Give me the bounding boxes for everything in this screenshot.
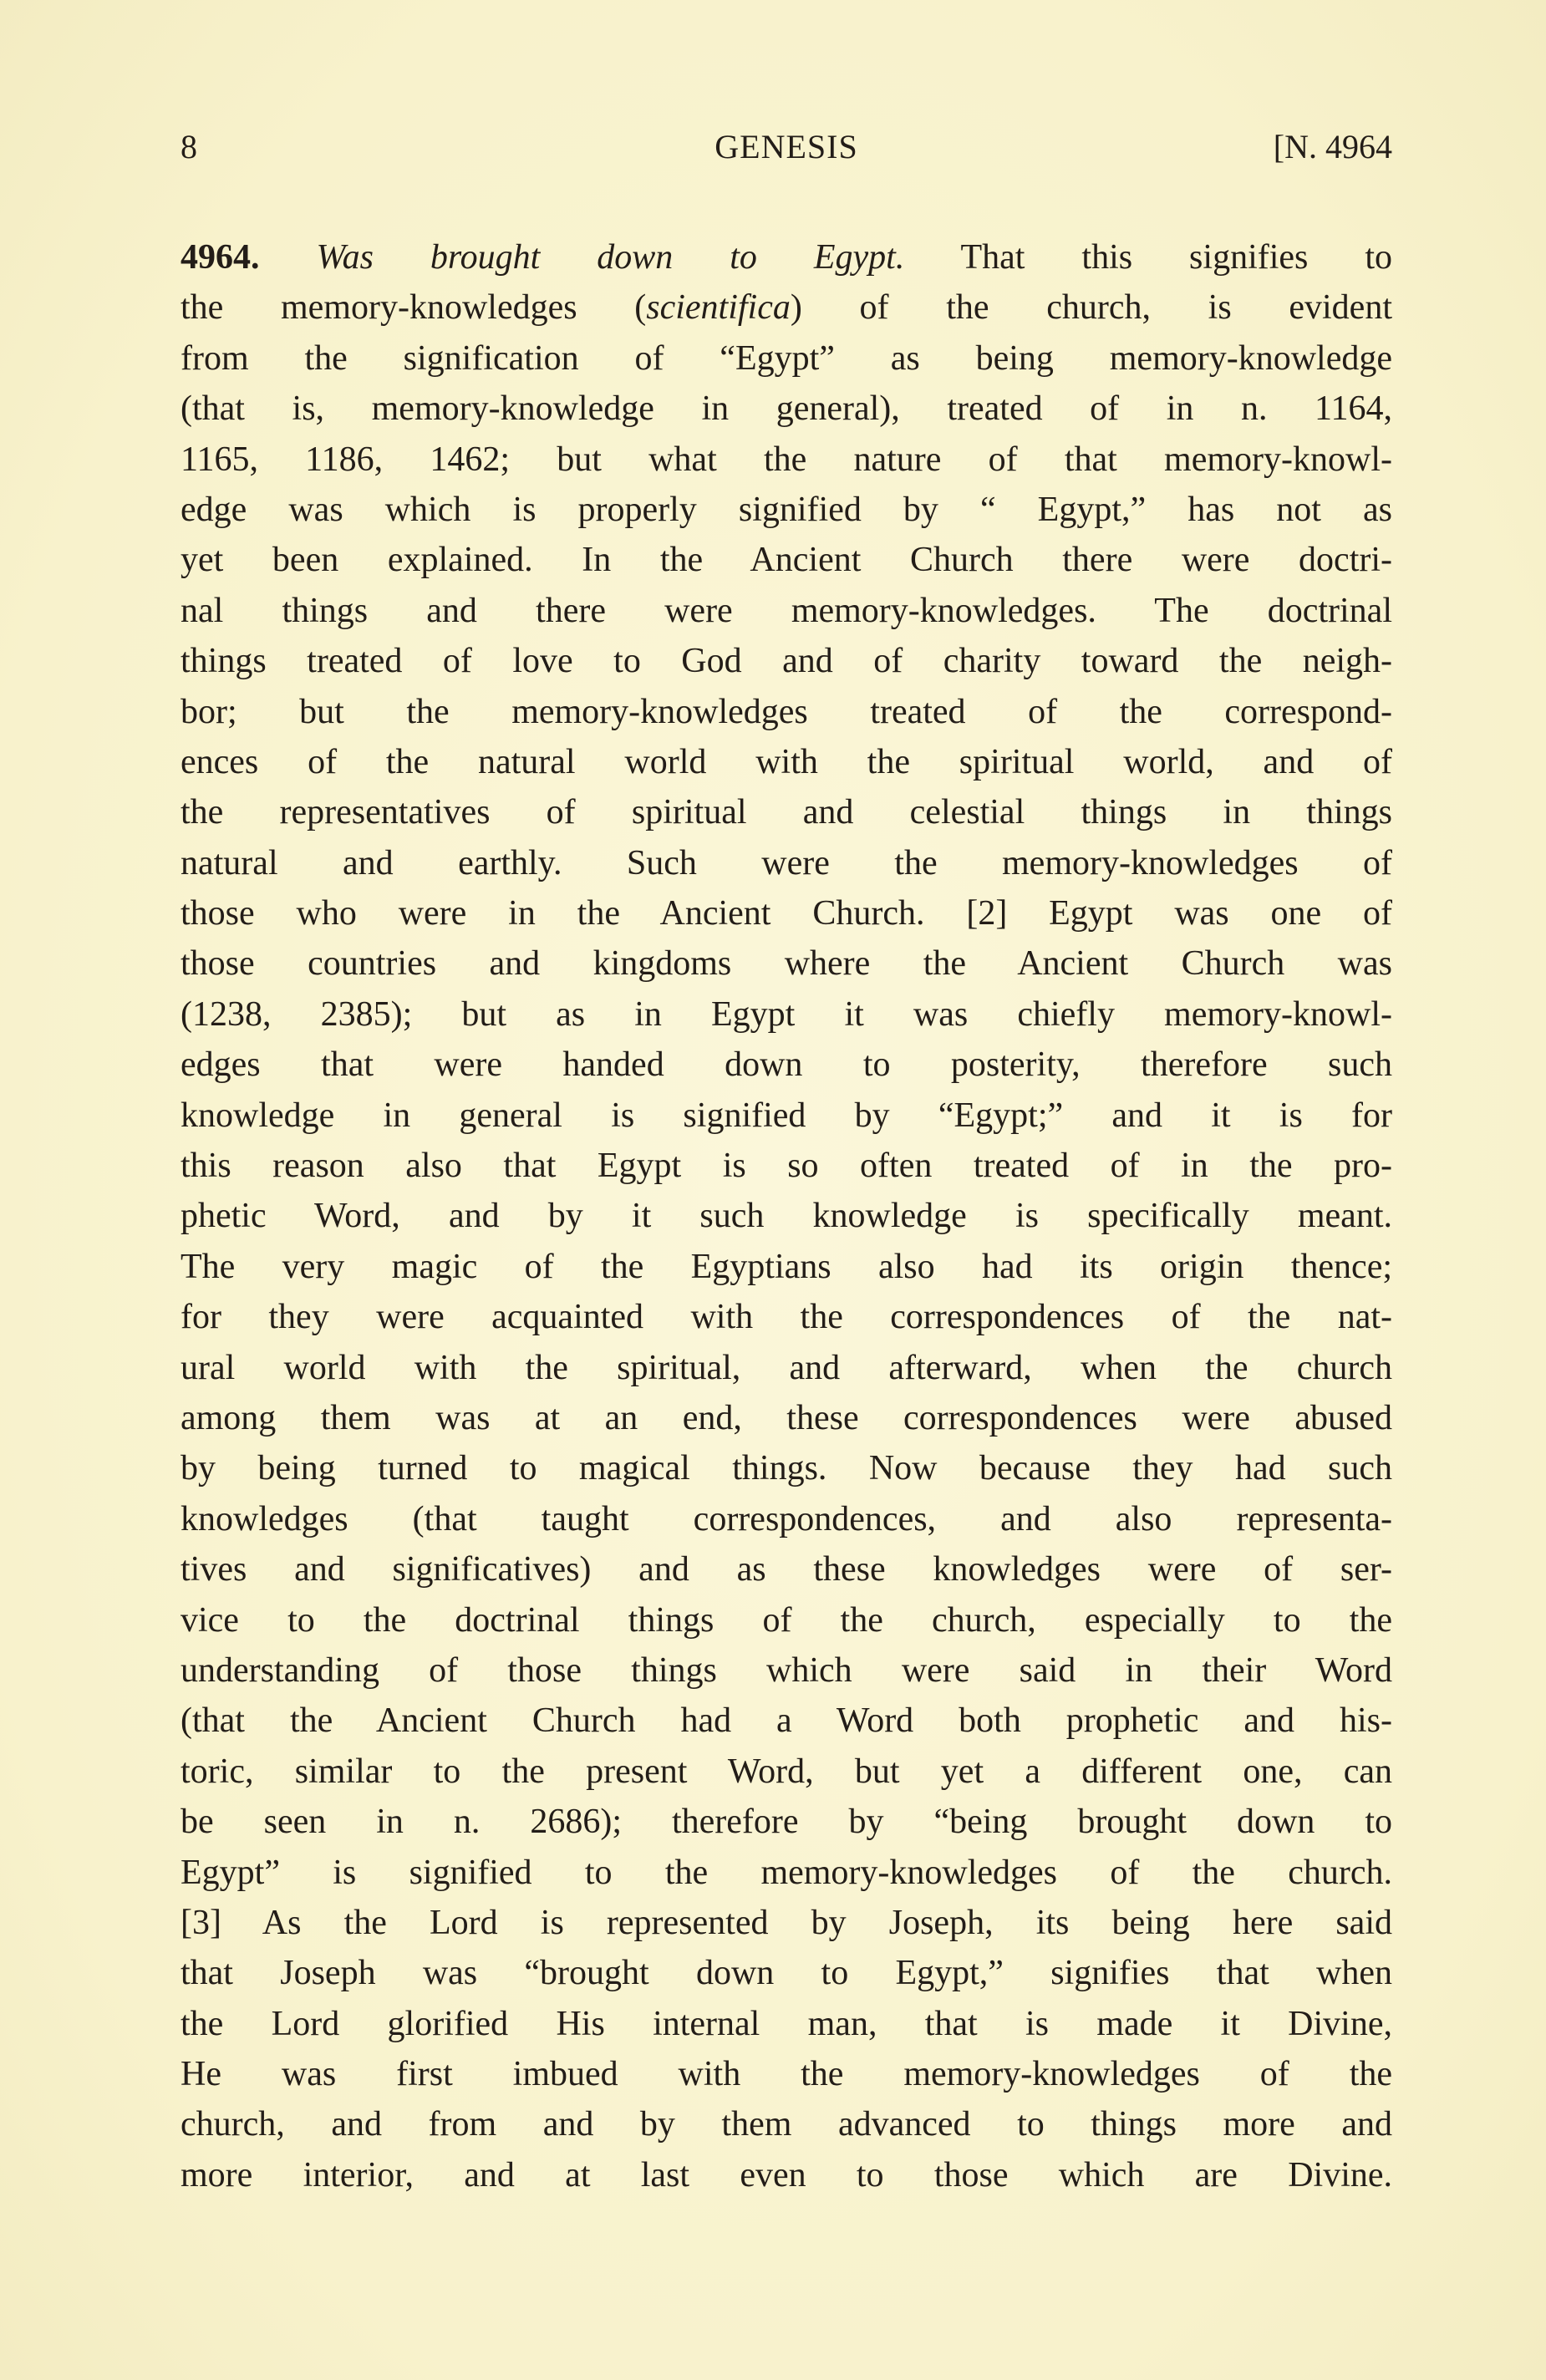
text-segment: this reason also that Egypt is so often treated of in the pro- xyxy=(181,1147,1392,1186)
text-line xyxy=(181,1999,1392,2049)
text-segment: tives and significatives) and as these knowledges were of ser- xyxy=(181,1550,1392,1589)
text-line xyxy=(181,2099,1392,2149)
text-line xyxy=(181,1595,1392,1645)
text-line xyxy=(181,1141,1392,1191)
italic-text: Was brought down to Egypt. xyxy=(316,238,905,277)
text-segment: things treated of love to God and of charity toward the neigh- xyxy=(181,642,1392,681)
text-segment: more interior, and at last even to those which are Divine. xyxy=(181,2155,1392,2194)
section-number: 4964. xyxy=(181,238,260,277)
text-line xyxy=(181,787,1392,837)
text-line xyxy=(181,1292,1392,1342)
text-line xyxy=(181,333,1392,384)
section-reference: [N. 4964 xyxy=(1273,128,1392,165)
text-line xyxy=(181,586,1392,636)
text-line xyxy=(181,1443,1392,1493)
text-line xyxy=(181,636,1392,686)
text-segment: (1238, 2385); but as in Egypt it was chiefly memory-knowl- xyxy=(181,994,1392,1034)
text-segment: 1165, 1186, 1462; but what the nature of that memory-knowl- xyxy=(181,440,1392,479)
paragraph-4964 xyxy=(181,232,1392,2200)
text-segment: toric, similar to the present Word, but yet a different one, can xyxy=(181,1752,1392,1791)
text-segment: nal things and there were memory-knowledges. The doctrinal xyxy=(181,591,1392,630)
text-line xyxy=(181,2150,1392,2200)
text-segment: those who were in the Ancient Church. [2] Egypt was one of xyxy=(181,894,1392,933)
text-segment: Egypt” is signified to the memory-knowledges of the church. xyxy=(181,1853,1392,1892)
text-segment: church, and from and by them advanced to things more and xyxy=(181,2105,1392,2144)
text-segment: He was first imbued with the memory-knowledges of the xyxy=(181,2055,1392,2094)
text-segment: ences of the natural world with the spiritual world, and of xyxy=(181,742,1392,781)
text-segment: that Joseph was “brought down to Egypt,” signifies that when xyxy=(181,1954,1392,1993)
text-segment: be seen in n. 2686); therefore by “being brought down to xyxy=(181,1803,1392,1842)
text-segment: the Lord glorified His internal man, that is made it Divine, xyxy=(181,2004,1392,2043)
text-line xyxy=(181,535,1392,585)
text-line xyxy=(181,1343,1392,1393)
text-segment: the representatives of spiritual and celestial things in things xyxy=(181,793,1392,832)
text-segment: (that the Ancient Church had a Word both prophetic and his- xyxy=(181,1701,1392,1741)
text-line xyxy=(181,1948,1392,1998)
text-segment: yet been explained. In the Ancient Church there were doctri- xyxy=(181,541,1392,580)
text-line xyxy=(181,938,1392,989)
text-line xyxy=(181,1898,1392,1948)
text-segment: edges that were handed down to posterity, therefore such xyxy=(181,1045,1392,1085)
text-line xyxy=(181,485,1392,535)
text-line xyxy=(181,838,1392,888)
text-line xyxy=(181,888,1392,938)
text-segment: knowledges (that taught correspondences, and also representa- xyxy=(181,1499,1392,1538)
text-segment: among them was at an end, these correspondences were abused xyxy=(181,1398,1392,1437)
text-line xyxy=(181,232,1392,282)
text-segment: edge was which is properly signified by “ Egypt,” has not as xyxy=(181,490,1392,529)
text-line xyxy=(181,989,1392,1040)
text-segment: natural and earthly. Such were the memory-knowledges of xyxy=(181,843,1392,882)
text-line xyxy=(181,687,1392,737)
text-segment xyxy=(260,238,317,277)
text-line xyxy=(181,737,1392,787)
text-line xyxy=(181,1191,1392,1241)
text-line xyxy=(181,1747,1392,1797)
text-segment: those countries and kingdoms where the Ancient Church was xyxy=(181,944,1392,984)
text-segment: understanding of those things which were said in their Word xyxy=(181,1650,1392,1690)
text-line xyxy=(181,1040,1392,1090)
running-header xyxy=(181,127,1392,169)
text-line xyxy=(181,1393,1392,1443)
text-segment: knowledge in general is signified by “Egypt;” and it is for xyxy=(181,1096,1392,1135)
text-line xyxy=(181,1494,1392,1544)
text-line xyxy=(181,1544,1392,1594)
text-line xyxy=(181,1645,1392,1696)
text-line xyxy=(181,1091,1392,1141)
text-line xyxy=(181,384,1392,434)
text-segment: the memory-knowledges ( xyxy=(181,288,647,328)
text-segment: by being turned to magical things. Now because they had such xyxy=(181,1449,1392,1488)
text-segment: bor; but the memory-knowledges treated of the correspond- xyxy=(181,692,1392,731)
text-segment: vice to the doctrinal things of the church, especially to the xyxy=(181,1600,1392,1640)
text-segment: The very magic of the Egyptians also had its origin thence; xyxy=(181,1247,1392,1286)
text-line xyxy=(181,1848,1392,1898)
text-segment: phetic Word, and by it such knowledge is specifically meant. xyxy=(181,1197,1392,1236)
text-segment: ural world with the spiritual, and afterward, when the church xyxy=(181,1348,1392,1387)
text-line xyxy=(181,1242,1392,1292)
text-line xyxy=(181,435,1392,485)
text-segment: for they were acquainted with the correspondences of the nat- xyxy=(181,1298,1392,1337)
page-number: 8 xyxy=(181,128,197,165)
text-line xyxy=(181,2049,1392,2099)
text-segment: That this signifies to xyxy=(904,238,1392,277)
text-line xyxy=(181,1797,1392,1847)
text-segment: [3] As the Lord is represented by Joseph, its being here said xyxy=(181,1903,1392,1942)
italic-text: scientifica xyxy=(646,288,791,328)
text-segment: ) of the church, is evident xyxy=(790,288,1392,328)
text-line xyxy=(181,1696,1392,1746)
text-line xyxy=(181,282,1392,333)
running-title: GENESIS xyxy=(715,128,858,165)
text-segment: (that is, memory-knowledge in general), treated of in n. 1164, xyxy=(181,389,1392,429)
text-segment: from the signification of “Egypt” as being memory-knowledge xyxy=(181,338,1392,378)
